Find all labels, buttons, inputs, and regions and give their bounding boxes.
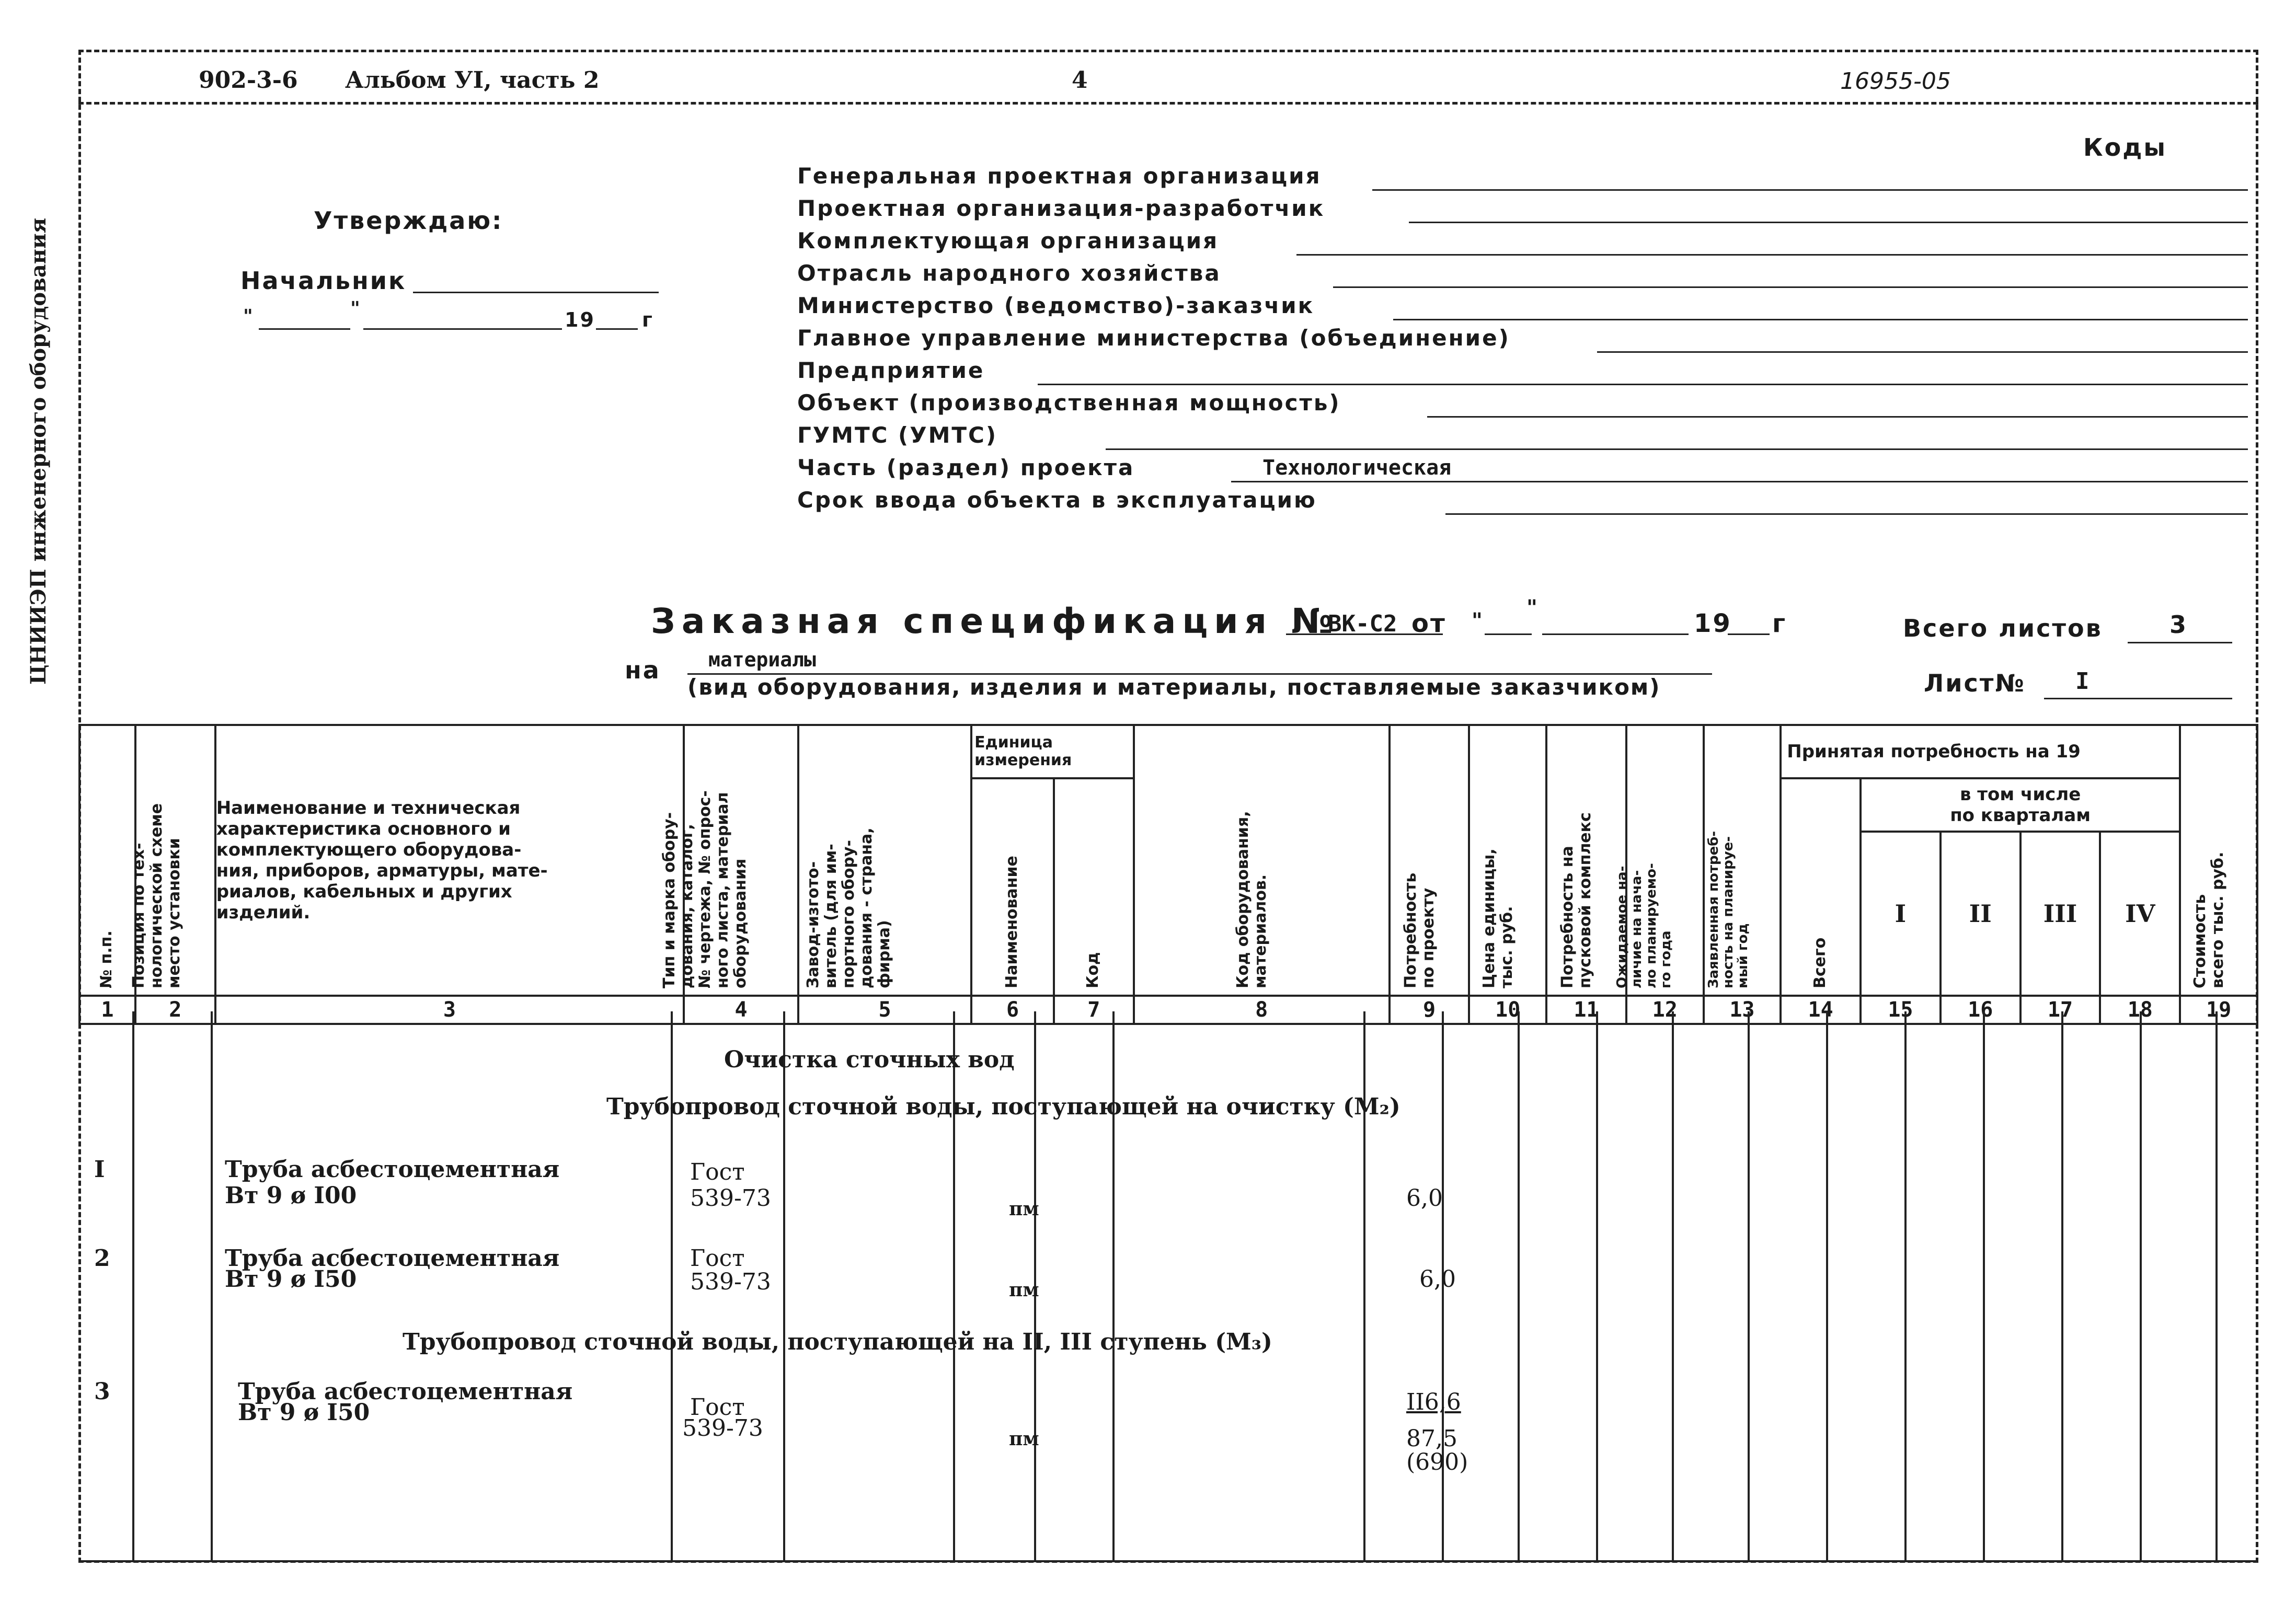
approval-title: Утверждаю: <box>314 206 503 235</box>
col-header-14: Всего <box>1781 778 1861 996</box>
sheet-number-line[interactable] <box>2044 698 2232 699</box>
spec-year-line[interactable] <box>1728 633 1770 635</box>
row-name-spec: Вт 9 ø I00 <box>225 1182 357 1209</box>
spec-month-line[interactable] <box>1542 633 1689 635</box>
spec-table-header <box>78 724 2258 1025</box>
col-header-16: II <box>1941 832 2021 996</box>
row-number: I <box>94 1156 105 1183</box>
row-name-spec: Вт 9 ø I50 <box>225 1266 357 1293</box>
row-number: 3 <box>94 1378 110 1405</box>
spec-subject-hint: (вид оборудования, изделия и материалы, поставляемые заказчиком) <box>687 674 1661 700</box>
column-divider <box>1596 1011 1598 1560</box>
org-field-line[interactable] <box>1372 189 2248 191</box>
column-divider <box>2140 1011 2142 1560</box>
org-field-label: Предприятие <box>797 358 985 383</box>
spec-year-prefix: 19 <box>1694 609 1732 638</box>
approval-quote-close: " <box>350 298 362 319</box>
spec-on-label: на <box>625 656 661 684</box>
org-field-label: Министерство (ведомство)-заказчик <box>797 293 1315 318</box>
column-number: 9 <box>1390 996 1470 1024</box>
unit-group-header: Единица измерения <box>971 725 1134 778</box>
col-header-13: Заявленная потреб- ность на планируе- мый год <box>1704 725 1781 996</box>
row-type-number: 539-73 <box>682 1415 763 1442</box>
column-divider <box>1748 1011 1750 1560</box>
approval-year-suffix: г <box>642 308 654 331</box>
column-number: 15 <box>1861 996 1941 1024</box>
album-label: Альбом УІ, часть 2 <box>345 67 600 94</box>
spec-from-label: от <box>1411 609 1447 638</box>
org-field-label: Главное управление министерства (объединение) <box>797 325 1510 351</box>
col-header-11: Потребность на пусковой комплекс <box>1546 725 1626 996</box>
sheet-label: Лист№ <box>1924 669 2026 697</box>
column-number: 10 <box>1469 996 1546 1024</box>
org-field-label: Комплектующая организация <box>797 228 1219 253</box>
row-type-number: 539-73 <box>690 1269 771 1295</box>
spec-quote-close: " <box>1526 596 1539 620</box>
spec-number: ВК-С2 <box>1328 610 1397 637</box>
column-number: 17 <box>2021 996 2100 1024</box>
chief-label: Начальник <box>240 267 407 295</box>
row-need-tertiary: (690) <box>1406 1449 1468 1476</box>
sheet-number: I <box>2075 668 2090 695</box>
column-number: 14 <box>1781 996 1861 1024</box>
side-label: ЦНИИЭП инженерного оборудования <box>26 217 51 685</box>
org-field-label: Объект (производственная мощность) <box>797 390 1341 416</box>
col-header-18: IV <box>2100 832 2180 996</box>
org-field-line[interactable] <box>1597 351 2248 353</box>
col-header-4: Тип и марка обору- дования, каталог, № чертежа, № опрос- ного листа, материал оборудования <box>684 725 798 996</box>
column-number: 2 <box>135 996 215 1024</box>
col-header-15: I <box>1861 832 1941 996</box>
column-number: 6 <box>971 996 1054 1024</box>
row-type: Гост <box>690 1394 745 1421</box>
col-header-2: Позиция по тех- нологической схеме место установки <box>135 725 215 996</box>
row-need: II6,6 <box>1406 1389 1461 1415</box>
col-header-17: III <box>2021 832 2100 996</box>
column-divider <box>2215 1011 2218 1560</box>
column-divider <box>1826 1011 1828 1560</box>
org-field-label: Часть (раздел) проекта <box>797 455 1135 480</box>
org-field-line[interactable] <box>1445 513 2248 515</box>
row-name: Труба асбестоцементная <box>225 1156 560 1183</box>
column-number: 5 <box>798 996 971 1024</box>
column-number: 4 <box>684 996 798 1024</box>
column-number: 11 <box>1546 996 1626 1024</box>
doc-number: 902-3-6 <box>199 67 298 94</box>
row-unit: пм <box>1009 1428 1039 1450</box>
row-name: Труба асбестоцементная <box>238 1378 573 1405</box>
org-field-line[interactable] <box>1296 254 2248 256</box>
org-field-label: Срок ввода объекта в эксплуатацию <box>797 487 1317 513</box>
column-number: 7 <box>1054 996 1134 1024</box>
column-number: 3 <box>215 996 684 1024</box>
row-type: Гост <box>690 1159 745 1185</box>
row-need: 6,0 <box>1419 1266 1456 1293</box>
subsection-title-1: Трубопровод сточной воды, поступающей на очистку (М₂) <box>606 1093 1400 1120</box>
col-header-7: Код <box>1054 778 1134 996</box>
quarters-group-header: в том числе по кварталам <box>1861 778 2180 832</box>
approval-quote-open: " <box>243 306 255 327</box>
row-type-number: 539-73 <box>690 1185 771 1212</box>
row-name: Труба асбестоцементная <box>225 1245 560 1272</box>
col-header-1: № п.п. <box>79 725 135 996</box>
col-header-6: Наименование <box>971 778 1054 996</box>
total-sheets-label: Всего листов <box>1903 614 2103 642</box>
section-title: Очистка сточных вод <box>724 1046 1015 1073</box>
approval-year-line[interactable] <box>596 328 638 330</box>
col-header-3: Наименование и техническая характеристика основного и комплектующего оборудова- ния, приборов, арматуры, мате- риалов, кабельных и других изделий. <box>215 725 684 996</box>
column-divider <box>1672 1011 1674 1560</box>
approval-year-prefix: 19 <box>565 308 595 331</box>
accepted-group-header: Принятая потребность на 19 <box>1781 725 2180 778</box>
org-field-line[interactable] <box>1231 481 2248 482</box>
column-number-row <box>79 996 2257 1024</box>
column-number: 12 <box>1626 996 1704 1024</box>
spec-day-line[interactable] <box>1485 633 1532 635</box>
org-field-line[interactable] <box>1393 319 2248 320</box>
spec-quote-open: " <box>1472 609 1484 633</box>
org-field-value: Технологическая <box>1262 456 1452 480</box>
org-field-label: Проектная организация-разработчик <box>797 195 1325 221</box>
column-divider <box>1904 1011 1907 1560</box>
table-bottom-border <box>78 1560 2258 1562</box>
row-need-secondary: 87,5 <box>1406 1425 1457 1452</box>
column-divider <box>132 1011 134 1560</box>
col-header-10: Цена единицы, тыс. руб. <box>1469 725 1546 996</box>
page-number: 4 <box>1072 67 1088 94</box>
row-unit: пм <box>1009 1198 1039 1220</box>
column-divider <box>2061 1011 2063 1560</box>
org-field-label: Отрасль народного хозяйства <box>797 260 1221 286</box>
codes-label: Коды <box>2083 133 2167 162</box>
col-header-19: Стоимость всего тыс. руб. <box>2180 725 2257 996</box>
column-divider <box>1518 1011 1520 1560</box>
spec-subject: материалы <box>708 648 816 671</box>
column-number: 18 <box>2100 996 2180 1024</box>
column-number: 19 <box>2180 996 2257 1024</box>
col-header-12: Ожидаемое на- личие на нача- ло планируемо- го года <box>1626 725 1704 996</box>
column-divider <box>211 1011 213 1560</box>
column-number: 8 <box>1134 996 1390 1024</box>
org-field-line[interactable] <box>1106 448 2248 450</box>
col-header-9: Потребность по проекту <box>1390 725 1470 996</box>
org-field-line[interactable] <box>1333 286 2248 288</box>
column-number: 1 <box>79 996 135 1024</box>
row-name-spec: Вт 9 ø I50 <box>238 1399 370 1426</box>
org-field-line[interactable] <box>1427 416 2248 418</box>
archive-code: 16955-05 <box>1840 68 1951 95</box>
total-sheets-line[interactable] <box>2128 642 2232 643</box>
row-number: 2 <box>94 1245 110 1272</box>
column-divider <box>1983 1011 1985 1560</box>
total-sheets-value: 3 <box>2169 610 2188 639</box>
org-field-label: ГУМТС (УМТС) <box>797 422 998 448</box>
col-header-5: Завод-изгото- витель (для им- портного обору- дования - страна, фирма) <box>798 725 971 996</box>
header-divider <box>78 102 2258 105</box>
row-type: Гост <box>690 1245 745 1272</box>
col-header-8: Код оборудования, материалов. <box>1134 725 1390 996</box>
subsection-title-2: Трубопровод сточной воды, поступающей на II, III ступень (М₃) <box>403 1329 1272 1355</box>
row-unit: пм <box>1009 1279 1039 1301</box>
approval-month-line[interactable] <box>363 328 562 330</box>
org-field-line[interactable] <box>1038 384 2248 385</box>
column-number: 13 <box>1704 996 1781 1024</box>
column-number: 16 <box>1941 996 2021 1024</box>
row-need: 6,0 <box>1406 1185 1443 1212</box>
approval-day-line[interactable] <box>259 328 350 330</box>
org-field-label: Генеральная проектная организация <box>797 163 1322 189</box>
spec-year-suffix: г <box>1772 609 1787 638</box>
org-field-line[interactable] <box>1409 222 2248 223</box>
spec-title: Заказная спецификация № <box>651 601 1339 641</box>
chief-signature-line[interactable] <box>413 292 659 293</box>
